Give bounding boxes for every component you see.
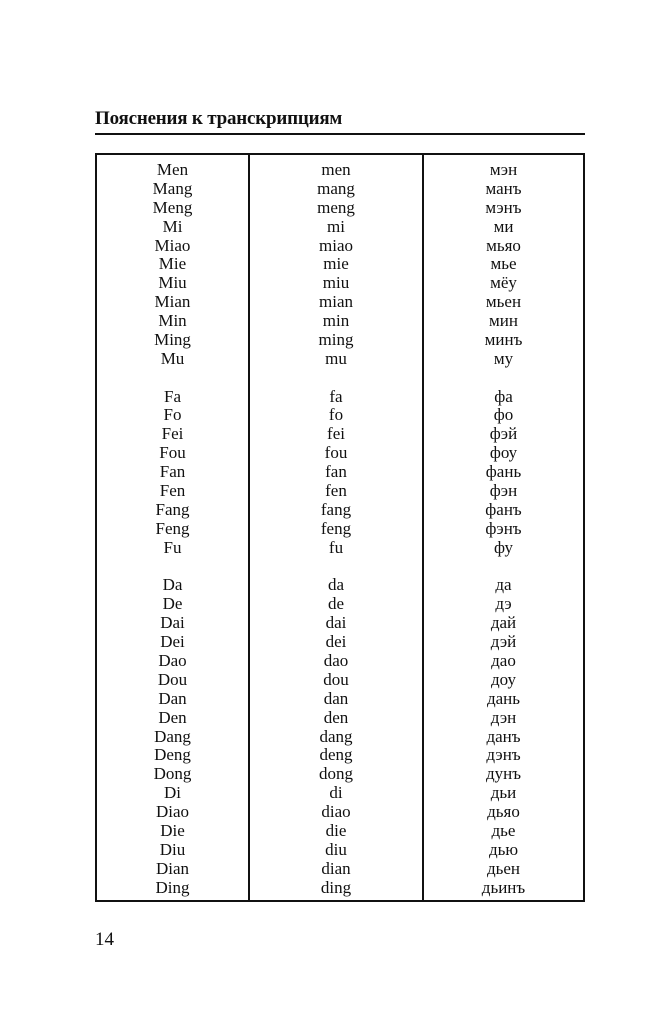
table-cell: Da <box>162 575 183 595</box>
table-cell: dai <box>325 613 347 633</box>
table-cell: mang <box>317 178 355 198</box>
table-cell: miu <box>322 273 350 293</box>
table-cell: Fu <box>163 537 182 557</box>
table-cell: Ding <box>155 877 190 897</box>
table-cell: dong <box>319 764 353 784</box>
table-cell: Mie <box>158 254 187 274</box>
table-cell: Deng <box>154 745 191 765</box>
table-cell: min <box>322 311 350 331</box>
table-cell: Diao <box>155 802 190 822</box>
table-cell: Di <box>164 783 181 803</box>
section-title: Пояснения к транскрипциям <box>95 108 343 129</box>
table-cell: Mi <box>162 216 183 236</box>
table-cell: fen <box>325 481 347 501</box>
table-cell: Meng <box>152 197 193 217</box>
table-cell: dang <box>319 726 353 746</box>
page-number: 14 <box>95 929 114 950</box>
table-cell: ми <box>493 216 514 236</box>
table-cell: Ming <box>154 330 191 350</box>
table-cell: mie <box>323 254 349 274</box>
table-cell: дэнъ <box>486 745 521 765</box>
table-cell: Min <box>158 311 187 331</box>
table-cell: Dou <box>157 669 188 689</box>
table-cell: мэнъ <box>485 197 522 217</box>
table-cell: Fa <box>164 386 181 406</box>
table-cell: мин <box>489 311 518 331</box>
table-cell: di <box>329 783 343 803</box>
row-group <box>424 388 583 558</box>
table-cell: фань <box>485 462 522 482</box>
table-cell: фэн <box>489 481 518 501</box>
table-cell: ding <box>320 877 352 897</box>
row-group <box>424 161 583 369</box>
table-cell: Fan <box>159 462 186 482</box>
table-cell: fou <box>324 443 348 463</box>
table-cell: фу <box>493 537 514 557</box>
table-cell: мэн <box>489 160 518 179</box>
table-cell: Den <box>158 707 187 727</box>
table-cell: Dan <box>158 688 187 708</box>
table-cell: fang <box>320 499 352 519</box>
table-cell: фэнъ <box>485 518 522 538</box>
table-cell: Fou <box>159 443 186 463</box>
table-cell: miao <box>319 235 353 255</box>
table-cell: дунъ <box>485 764 522 784</box>
row-group <box>250 576 422 897</box>
table-cell: фа <box>494 386 513 406</box>
table-cell: мьяо <box>486 235 521 255</box>
table-cell: дьи <box>490 783 517 803</box>
table-cell: дэн <box>490 707 517 727</box>
table-cell: фоу <box>489 443 518 463</box>
row-group <box>250 161 422 369</box>
row-group <box>424 576 583 897</box>
table-cell: дью <box>488 839 519 859</box>
table-cell: fo <box>328 405 344 425</box>
column-cyrillic <box>424 155 583 900</box>
table-cell: die <box>325 820 347 840</box>
table-cell: Dei <box>160 632 185 652</box>
table-cell: манъ <box>485 178 522 198</box>
table-cell: den <box>323 707 349 727</box>
table-cell: dao <box>323 650 349 670</box>
table-cell: Mian <box>154 292 191 312</box>
table-cell: Dai <box>160 613 185 633</box>
table-cell: fei <box>327 424 345 444</box>
table-cell: De <box>162 594 183 614</box>
row-group <box>97 161 248 369</box>
table-cell: Diu <box>159 839 186 859</box>
table-cell: Dong <box>153 764 192 784</box>
table-cell: дье <box>491 820 516 840</box>
header-rule <box>95 133 585 135</box>
table-cell: dian <box>321 858 351 878</box>
table-cell: mi <box>327 216 345 236</box>
table-cell: фэй <box>489 424 518 444</box>
table-cell: fu <box>328 537 344 557</box>
table-cell: da <box>327 575 345 595</box>
table-cell: deng <box>319 745 353 765</box>
table-cell: дэ <box>495 594 512 614</box>
table-cell: Fen <box>159 481 186 501</box>
table-cell: минъ <box>484 330 523 350</box>
table-cell: Die <box>160 820 185 840</box>
table-cell: ming <box>318 330 354 350</box>
table-cell: men <box>321 160 351 179</box>
table-cell: Dang <box>154 726 191 746</box>
table-cell: Mu <box>160 348 185 368</box>
column-lowercase <box>250 155 424 900</box>
row-group <box>97 576 248 897</box>
row-group <box>250 388 422 558</box>
table-cell: dan <box>323 688 349 708</box>
table-cell: дань <box>486 688 521 708</box>
transcription-table <box>95 153 585 902</box>
table-cell: дэй <box>490 632 517 652</box>
table-cell: mian <box>319 292 353 312</box>
table-cell: фанъ <box>485 499 522 519</box>
table-cell: meng <box>317 197 355 217</box>
table-cell: Dao <box>158 650 187 670</box>
table-cell: Fo <box>163 405 182 425</box>
table-cell: Miu <box>158 273 187 293</box>
table-cell: дьен <box>486 858 521 878</box>
table-cell: de <box>327 594 345 614</box>
table-cell: Miao <box>154 235 191 255</box>
table-cell: дьяо <box>487 802 520 822</box>
table-cell: Fang <box>155 499 190 519</box>
table-cell: мёу <box>490 273 517 293</box>
table-cell: diu <box>325 839 347 859</box>
table-cell: Fei <box>161 424 184 444</box>
table-cell: Mang <box>152 178 193 198</box>
table-cell: diao <box>321 802 351 822</box>
table-cell: дай <box>490 613 517 633</box>
table-cell: Dian <box>155 858 190 878</box>
table-cell: мьен <box>485 292 522 312</box>
table-cell: fa <box>329 386 343 406</box>
table-cell: feng <box>320 518 352 538</box>
table-cell: мье <box>490 254 517 274</box>
page-header <box>95 106 585 132</box>
table-cell: Feng <box>155 518 190 538</box>
row-group <box>97 388 248 558</box>
table-cell: данъ <box>486 726 521 746</box>
table-cell: фо <box>493 405 514 425</box>
table-cell: доу <box>490 669 516 689</box>
table-cell: дьинъ <box>481 877 526 897</box>
table-cell: Men <box>156 160 189 179</box>
table-cell: fan <box>325 462 347 482</box>
column-capitalized <box>97 155 250 900</box>
table-cell: mu <box>325 348 347 368</box>
table-cell: му <box>493 348 514 368</box>
table-cell: да <box>495 575 512 595</box>
table-cell: дао <box>491 650 516 670</box>
table-cell: dou <box>323 669 349 689</box>
table-cell: dei <box>325 632 347 652</box>
